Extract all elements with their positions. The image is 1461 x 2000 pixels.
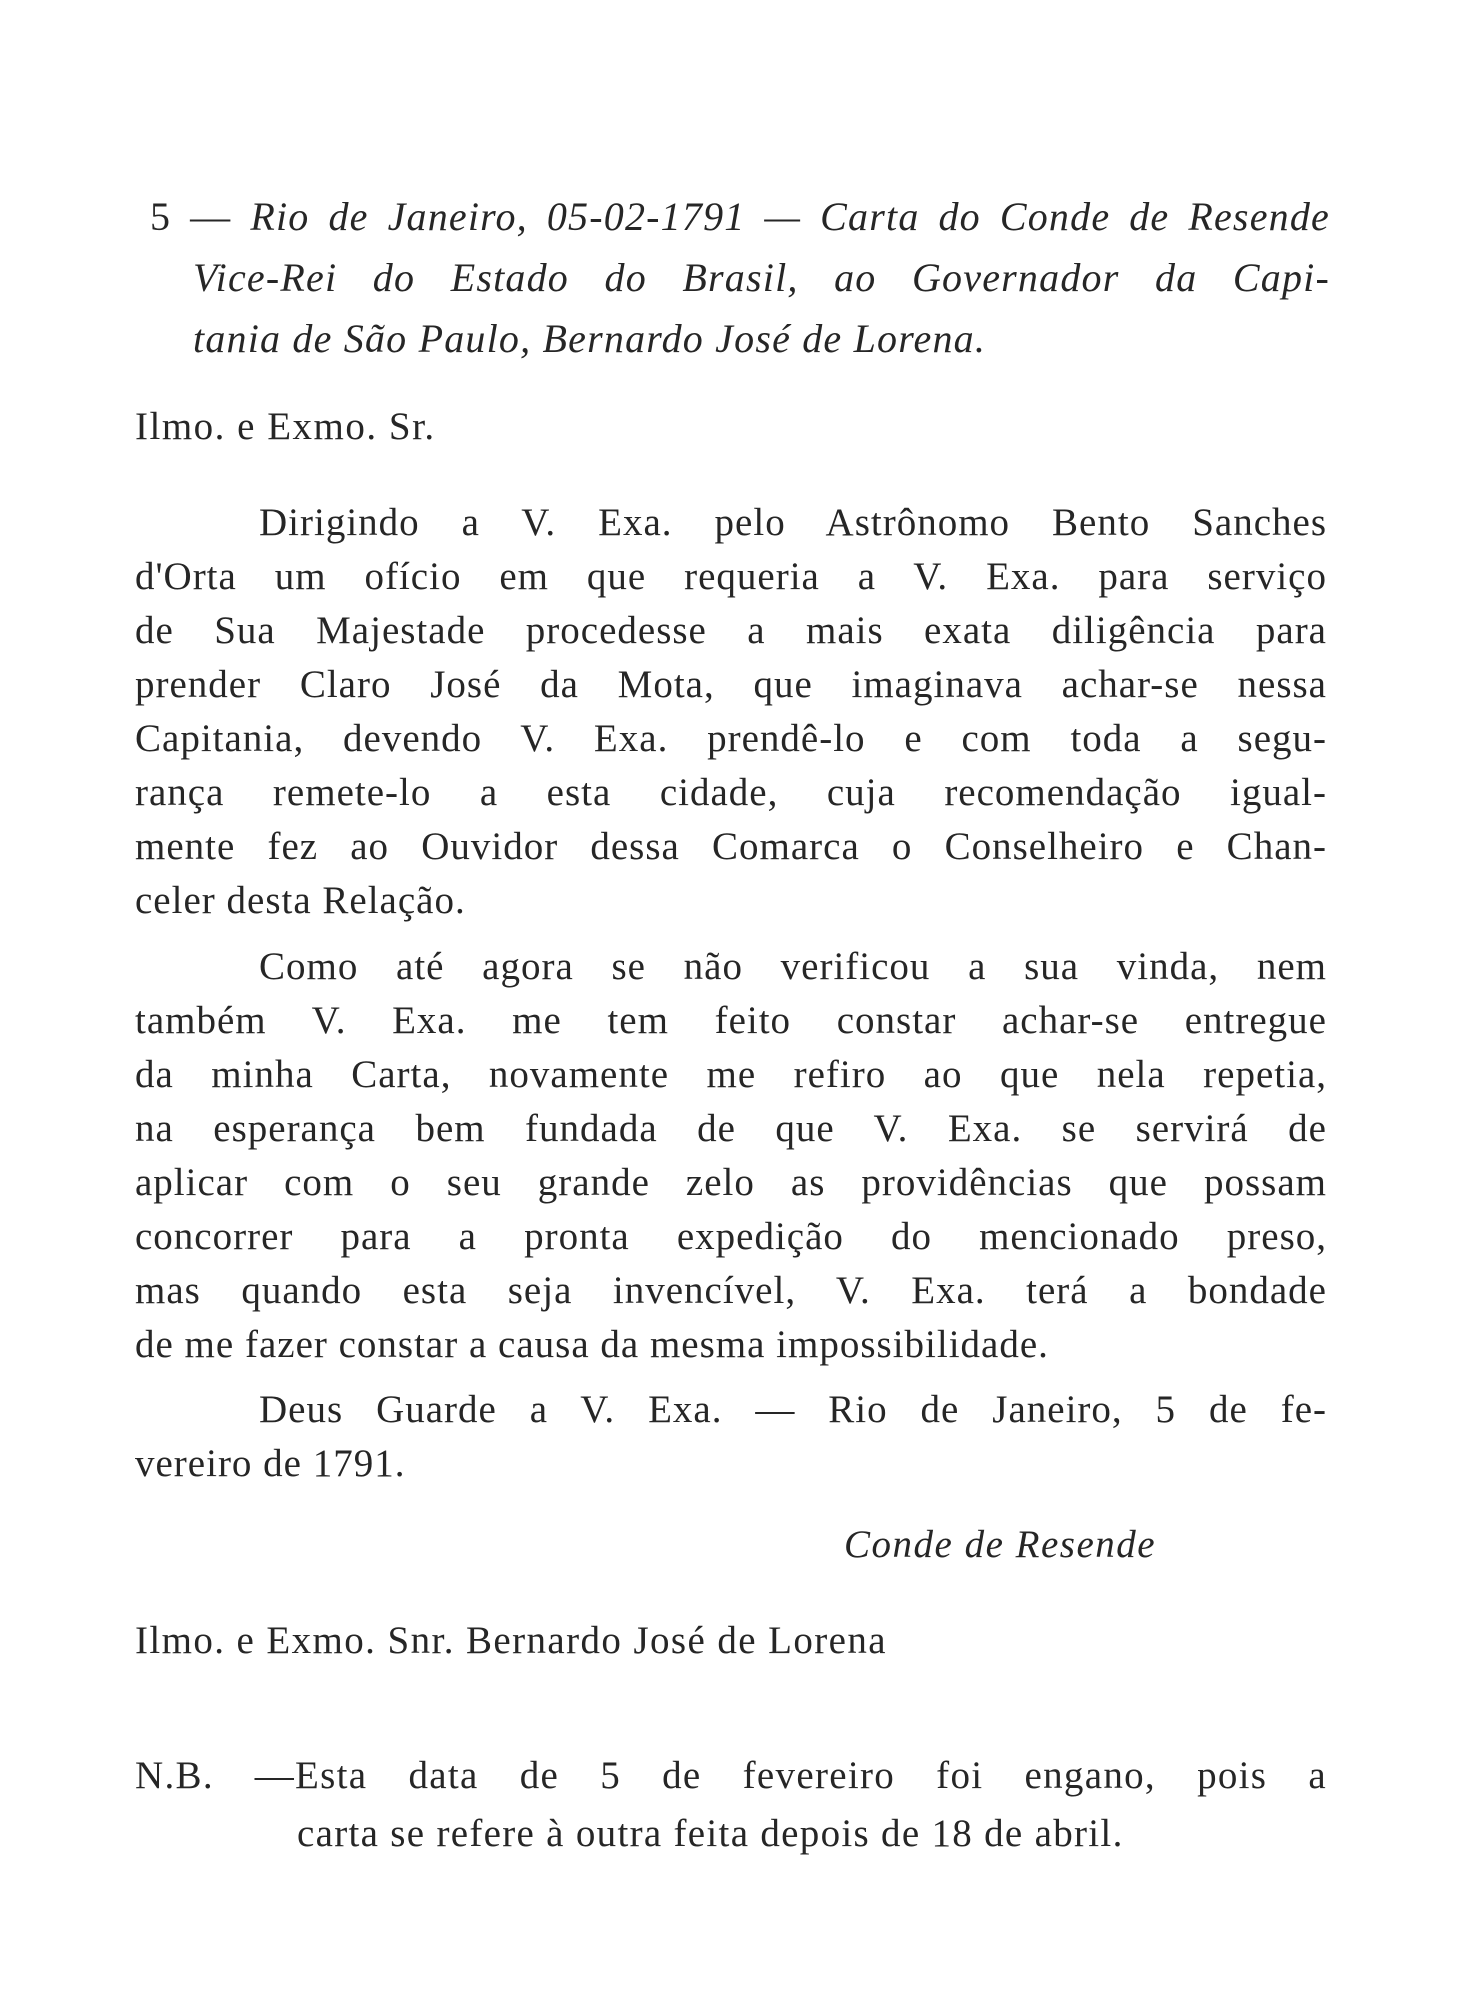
salutation: Ilmo. e Exmo. Sr. [135, 405, 436, 448]
paragraph-line: também V. Exa. me tem feito constar achar-se entregue [135, 999, 1327, 1042]
nota-bene-text-2: carta se refere à outra feita depois de 18 de abril. [297, 1812, 1124, 1855]
document-heading [150, 186, 1330, 369]
paragraph-line: de Sua Majestade procedesse a mais exata diligência para [135, 609, 1327, 652]
document-number: 5 — [150, 194, 232, 239]
heading-line-1 [150, 186, 1330, 247]
paragraph-line: Capitania, devendo V. Exa. prendê-lo e com toda a segu- [135, 717, 1327, 760]
nota-bene-text-1: Esta data de 5 de fevereiro foi engano, pois a [295, 1754, 1327, 1797]
paragraph-line: mas quando esta seja invencível, V. Exa. terá a bondade [135, 1269, 1327, 1312]
paragraph-line: d'Orta um ofício em que requeria a V. Exa. para serviço [135, 555, 1327, 598]
signature: Conde de Resende [844, 1523, 1157, 1566]
paragraph-line: concorrer para a pronta expedição do mencionado preso, [135, 1215, 1327, 1258]
heading-title-line-3: tania de São Paulo, Bernardo José de Lorena. [193, 316, 987, 361]
paragraph-line: Como até agora se não verificou a sua vinda, nem [259, 945, 1327, 988]
body-paragraph-1 [135, 496, 1327, 928]
heading-title-line-2: Vice-Rei do Estado do Brasil, ao Governador da Capi- [193, 255, 1330, 300]
closing-paragraph [135, 1383, 1327, 1491]
paragraph-line: prender Claro José da Mota, que imaginava achar-se nessa [135, 663, 1327, 706]
paragraph-line: Dirigindo a V. Exa. pelo Astrônomo Bento Sanches [259, 501, 1327, 544]
paragraph-line: mente fez ao Ouvidor dessa Comarca o Conselheiro e Chan- [135, 825, 1327, 868]
paragraph-line: aplicar com o seu grande zelo as providências que possam [135, 1161, 1327, 1204]
paragraph-line: celer desta Relação. [135, 879, 466, 922]
paragraph-line: Deus Guarde a V. Exa. — Rio de Janeiro, 5 de fe- [259, 1388, 1327, 1431]
paragraph-line: de me fazer constar a causa da mesma impossibilidade. [135, 1323, 1049, 1366]
heading-title-line-1: Rio de Janeiro, 05-02-1791 — Carta do Conde de Resende [250, 194, 1331, 239]
addressee: Ilmo. e Exmo. Snr. Bernardo José de Lorena [135, 1619, 887, 1662]
paragraph-line: da minha Carta, novamente me refiro ao que nela repetia, [135, 1053, 1327, 1096]
paragraph-line: vereiro de 1791. [135, 1442, 406, 1485]
paragraph-line: na esperança bem fundada de que V. Exa. se servirá de [135, 1107, 1327, 1150]
nota-bene-line-1 [135, 1747, 1327, 1805]
body-paragraph-2 [135, 940, 1327, 1372]
paragraph-line: rança remete-lo a esta cidade, cuja recomendação igual- [135, 771, 1327, 814]
nota-bene [135, 1747, 1327, 1863]
nota-bene-label: N.B. — [135, 1754, 295, 1797]
